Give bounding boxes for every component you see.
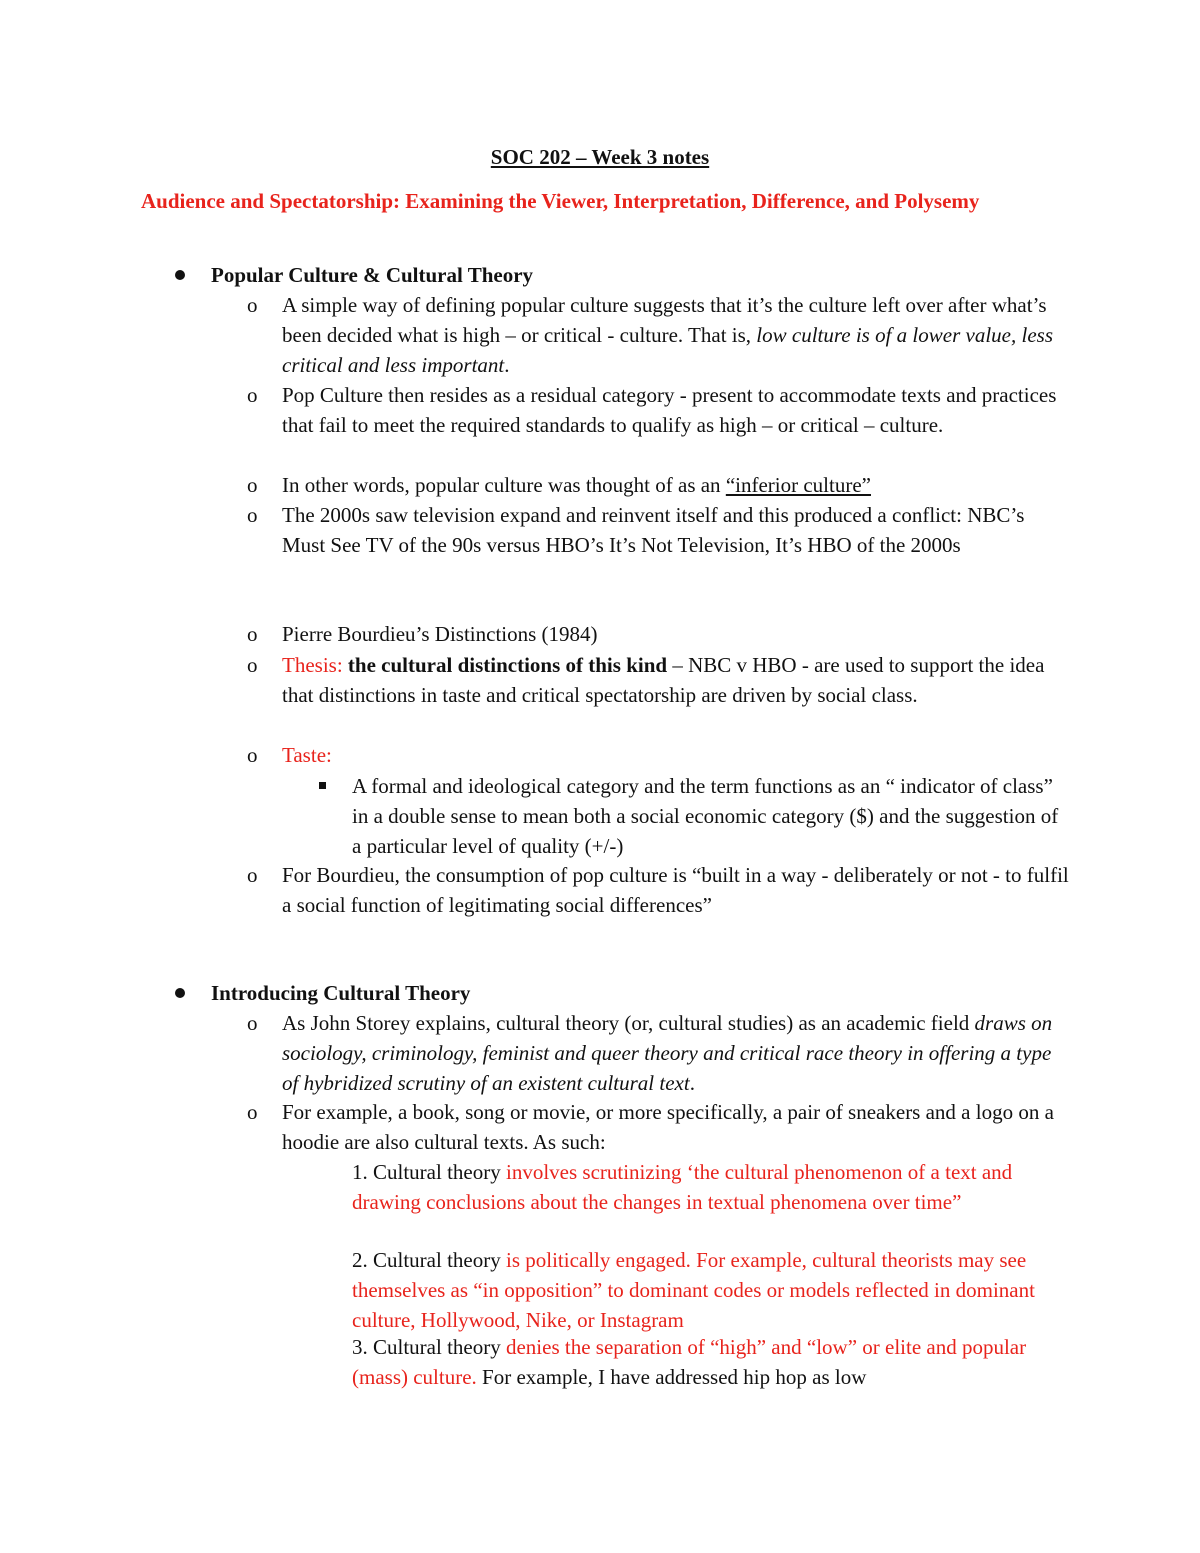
list-item: o For example, a book, song or movie, or more specifically, a pair of sneakers and a logo on a hoodie are also cultural texts. As such: — [282, 1097, 1072, 1157]
circle-bullet-icon: o — [247, 293, 258, 317]
numbered-item: 2. Cultural theory is politically engaged. For example, cultural theorists may see themselves as “in opposition” to dominant codes or models reflected in dominant culture, Hollywood, Nike, or Instagram — [352, 1248, 1035, 1332]
list-item: o For Bourdieu, the consumption of pop culture is “built in a way - deliberately or not - to fulfil a social function of legitimating social differences” — [282, 860, 1072, 920]
square-bullet-icon — [319, 782, 326, 789]
circle-bullet-icon: o — [247, 383, 258, 407]
circle-bullet-icon: o — [247, 473, 258, 497]
circle-bullet-icon: o — [247, 622, 258, 646]
sub-list-item: A formal and ideological category and the term functions as an “ indicator of class” in a double sense to mean both a social economic category ($) and the suggestion of a particular level of quality (+/-) — [352, 771, 1072, 861]
numbered-item: 1. Cultural theory involves scrutinizing ‘the cultural phenomenon of a text and drawing conclusions about the changes in textual phenomena over time” — [352, 1160, 1013, 1214]
circle-bullet-icon: o — [247, 1100, 258, 1124]
list-item: o In other words, popular culture was thought of as an “inferior culture” — [282, 470, 1072, 500]
numbered-item: 3. Cultural theory denies the separation of “high” and “low” or elite and popular (mass) culture. For example, I have addressed hip hop as low — [352, 1335, 1027, 1389]
list-item: o A simple way of defining popular culture suggests that it’s the culture left over after what’s been decided what is high – or critical - culture. That is, low culture is of a lower value, less critical and less important. — [282, 290, 1072, 380]
lecture-heading: Audience and Spectatorship: Examining the Viewer, Interpretation, Difference, and Polysemy — [141, 189, 980, 213]
list-item: o Pop Culture then resides as a residual category - present to accommodate texts and practices that fail to meet the required standards to qualify as high – or critical – culture. — [282, 380, 1072, 440]
circle-bullet-icon: o — [247, 653, 258, 677]
list-item: o Thesis: the cultural distinctions of this kind – NBC v HBO - are used to support the idea that distinctions in taste and critical spectatorship are driven by social class. — [282, 650, 1072, 710]
circle-bullet-icon: o — [247, 503, 258, 527]
list-item: o As John Storey explains, cultural theory (or, cultural studies) as an academic field draws on sociology, criminology, feminist and queer theory and critical race theory in offering a type of hybridized scrutiny of an existent cultural text. — [282, 1008, 1072, 1098]
section-heading-introducing-cultural-theory: Introducing Cultural Theory — [211, 978, 1091, 1008]
circle-bullet-icon: o — [247, 863, 258, 887]
list-item: o The 2000s saw television expand and reinvent itself and this produced a conflict: NBC’s Must See TV of the 90s versus HBO’s It’s Not Television, It’s HBO of the 2000s — [282, 500, 1072, 560]
bullet-dot-icon — [175, 988, 185, 998]
list-item: o Pierre Bourdieu’s Distinctions (1984) — [282, 619, 1072, 649]
page-title: SOC 202 – Week 3 notes — [490, 145, 710, 169]
list-item: o Taste: — [282, 740, 1072, 770]
section-heading-popular-culture: Popular Culture & Cultural Theory — [211, 260, 1091, 290]
bullet-dot-icon — [175, 270, 185, 280]
circle-bullet-icon: o — [247, 1011, 258, 1035]
circle-bullet-icon: o — [247, 743, 258, 767]
